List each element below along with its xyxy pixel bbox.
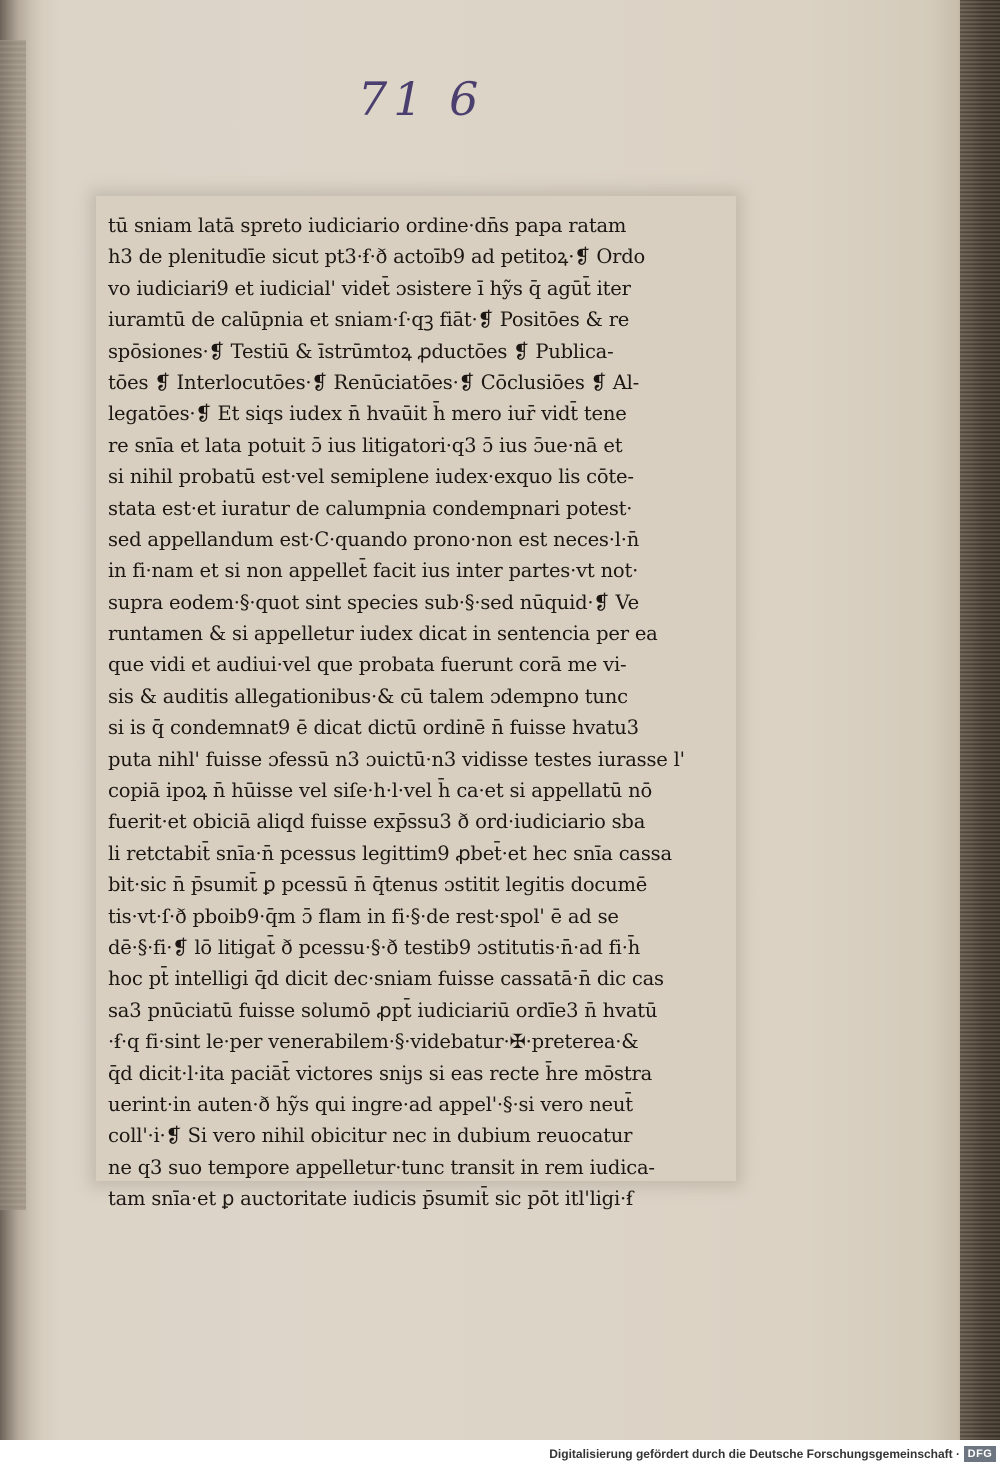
left-page-edge: [0, 40, 26, 1210]
text-line: si is q̄ condemnat9 ē dicat dictū ordinē n̄ fuisse hvatu3: [108, 716, 639, 740]
text-column: [108, 210, 718, 1215]
text-line: h3 de plenitudīe sicut pt3·ẜ·ð actoīb9 ad petitoꝝ·❡ Ordo: [108, 245, 646, 269]
text-line: uerint·in auten·ð hỹs qui ingre·ad appel'·§·si vero neut̄: [108, 1092, 633, 1116]
text-line: copiā ipoꝝ n̄ hūisse vel siſe·h·l·vel h̄ ca·et si appellatū nō: [108, 779, 653, 803]
footer-bar: [0, 1440, 1000, 1470]
text-line: sa3 pnūciatū fuisse solumō ꝓpt̄ iudiciariū ordīe3 n̄ hvatū: [108, 998, 658, 1022]
text-line: ne q3 suo tempore appelletur·tunc transit in rem iudica-: [108, 1155, 655, 1179]
text-line: sis & auditis allegationibus·& cū talem ɔdempno tunc: [108, 684, 628, 708]
text-line: supra eodem·§·quot sint species sub·§·sed nūquid·❡ Ve: [108, 590, 639, 614]
text-line: coll'·i·❡ Si vero nihil obicitur nec in dubium reuocatur: [108, 1124, 633, 1148]
text-line: runtamen & si appelletur iudex dicat in sentencia per ea: [108, 622, 658, 646]
text-line: tis·vt·ſ·ð pboib9·q̄m ɔ̄ flam in fi·§·de rest·spol' ē ad se: [108, 904, 619, 928]
text-line: legatōes·❡ Et siqs iudex n̄ hvaūit h̄ mero iur̄ vidt̄ tene: [108, 402, 627, 426]
text-line: in fi·nam et si non appellet̄ facit ius inter partes·vt not·: [108, 559, 639, 583]
text-line: ·ẜ·q fi·sint le·per venerabilem·§·videbatur·✠·preterea·&: [108, 1030, 639, 1054]
text-line: spōsiones·❡ Testiū & īstrūmtoꝝ ꝓductōes ❡ Publica-: [108, 339, 614, 363]
funding-credit: Digitalisierung gefördert durch die Deutsche Forschungsgemeinschaft ·: [549, 1447, 960, 1461]
text-line: tōes ❡ Interlocutōes·❡ Renūciatōes·❡ Cōclusiōes ❡ Al-: [108, 370, 640, 394]
text-line: tū sniam latā spreto iudiciario ordine·dn̄s papa ratam: [108, 214, 627, 237]
text-line: iuramtū de calūpnia et sniam·ſ·qꝫ fiāt·❡ Positōes & re: [108, 308, 630, 332]
text-line: dē·§·fi·❡ lō litigat̄ ð pcessu·§·ð testib9 ɔstitutis·n̄·ad fi·h̄: [108, 935, 641, 959]
text-line: q̄d dicit·l·ita paciāt̄ victores sniȷs si eas recte h̄re mōstra: [108, 1061, 653, 1085]
text-line: fuerit·et obiciā aliqd fuisse exp̄ssu3 ð ord·iudiciario sba: [108, 810, 646, 834]
text-line: re snīa et lata potuit ɔ̄ ius litigatori·q3 ɔ̄ ius ɔ̄ue·nā et: [108, 433, 623, 457]
text-line: puta nihl' fuisse ɔfessū n3 ɔuictū·n3 vidisse testes iurasse l': [108, 747, 685, 771]
text-line: hoc pt̄ intelligi q̄d dicit dec·sniam fuisse cassatā·n̄ dic cas: [108, 967, 664, 991]
text-line: stata est·et iuratur de calumpnia condempnari potest·: [108, 496, 633, 520]
text-line: li retctabit̄ snīa·n̄ pcessus legittim9 ꝓbet̄·et hec snīa cassa: [108, 841, 672, 865]
text-line: tam snīa·et ꝑ auctoritate iudicis p̄sumit̄ sic pōt itl'ligi·ẜ: [108, 1187, 633, 1211]
text-line: si nihil probatū est·vel semiplene iudex·exquo lis cōte-: [108, 465, 634, 489]
folio-number: 71 6: [358, 72, 485, 126]
text-line: vo iudiciari9 et iudicial' videt̄ ɔsistere ī hỹs q̄ agūt̄ iter: [108, 276, 631, 300]
text-line: sed appellandum est·C·quando prono·non est neces·l·n̄: [108, 527, 640, 551]
dfg-logo: DFG: [964, 1446, 996, 1462]
text-line: bit·sic n̄ p̄sumit̄ ꝑ pcessū n̄ q̄tenus ɔstitit legitis documē: [108, 873, 648, 897]
right-page-edges: [960, 0, 1000, 1440]
text-line: que vidi et audiui·vel que probata fuerunt corā me vi-: [108, 653, 627, 677]
